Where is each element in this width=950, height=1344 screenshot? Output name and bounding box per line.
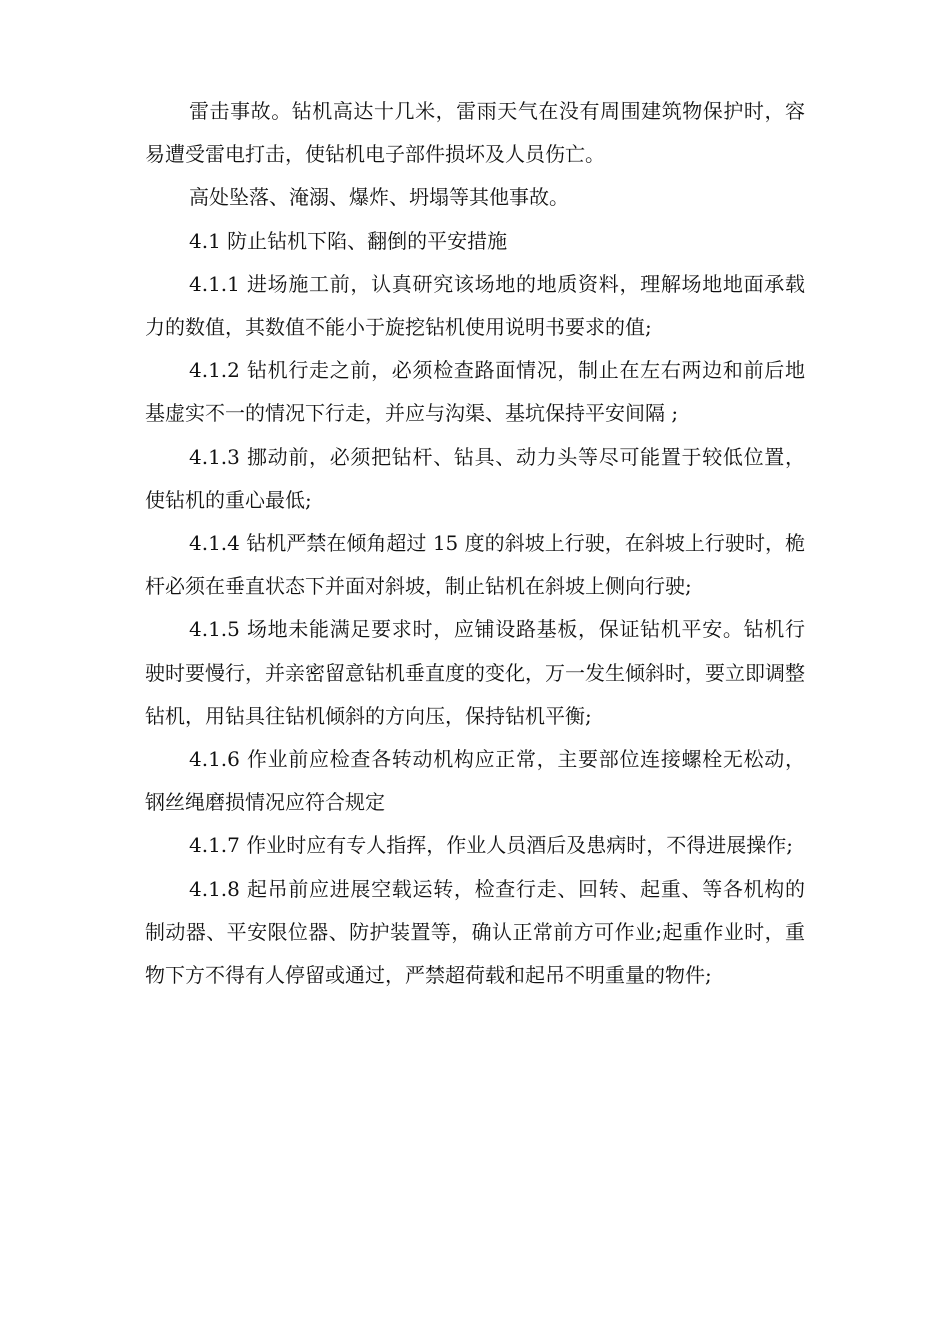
paragraph-4-1-2: 4.1.2 钻机行走之前，必须检查路面情况，制止在左右两边和前后地基虚实不一的情况下行走，并应与沟渠、基坑保持平安间隔 ;: [145, 358, 805, 426]
paragraph-4-1-8: 4.1.8 起吊前应进展空载运转，检查行走、回转、起重、等各机构的制动器、平安限位器、防护装置等，确认正常前方可作业;起重作业时，重物下方不得有人停留或通过，严禁超荷载和起吊不明重量的物件;: [145, 876, 805, 988]
paragraph-lightning-accident: 雷击事故。钻机高达十几米，雷雨天气在没有周围建筑物保护时，容易遭受雷电打击，使钻机电子部件损坏及人员伤亡。: [145, 99, 805, 167]
paragraph-4-1-3: 4.1.3 挪动前，必须把钻杆、钻具、动力头等尽可能置于较低位置，使钻机的重心最低;: [145, 444, 805, 512]
paragraph-4-1-1: 4.1.1 进场施工前，认真研究该场地的地质资料，理解场地地面承载力的数值，其数值不能小于旋挖钻机使用说明书要求的值;: [145, 271, 805, 340]
document-body: [145, 90, 805, 997]
section-heading-4-1: 4.1 防止钻机下陷、翻倒的平安措施: [189, 228, 508, 253]
paragraph-4-1-4: 4.1.4 钻机严禁在倾角超过 15 度的斜坡上行驶，在斜坡上行驶时，桅杆必须在垂直状态下并面对斜坡，制止钻机在斜坡上侧向行驶;: [145, 531, 805, 599]
paragraph-4-1-7: 4.1.7 作业时应有专人指挥，作业人员酒后及患病时，不得进展操作;: [189, 833, 793, 858]
paragraph-4-1-6: 4.1.6 作业前应检查各转动机构应正常，主要部位连接螺栓无松动，钢丝绳磨损情况应符合规定: [145, 747, 805, 815]
paragraph-4-1-5: 4.1.5 场地未能满足要求时，应铺设路基板，保证钻机平安。钻机行驶时要慢行，并亲密留意钻机垂直度的变化，万一发生倾斜时，要立即调整钻机，用钻具往钻机倾斜的方向压，保持钻机平衡;: [145, 617, 805, 728]
paragraph-other-accidents: 高处坠落、淹溺、爆炸、坍塌等其他事故。: [189, 185, 569, 210]
